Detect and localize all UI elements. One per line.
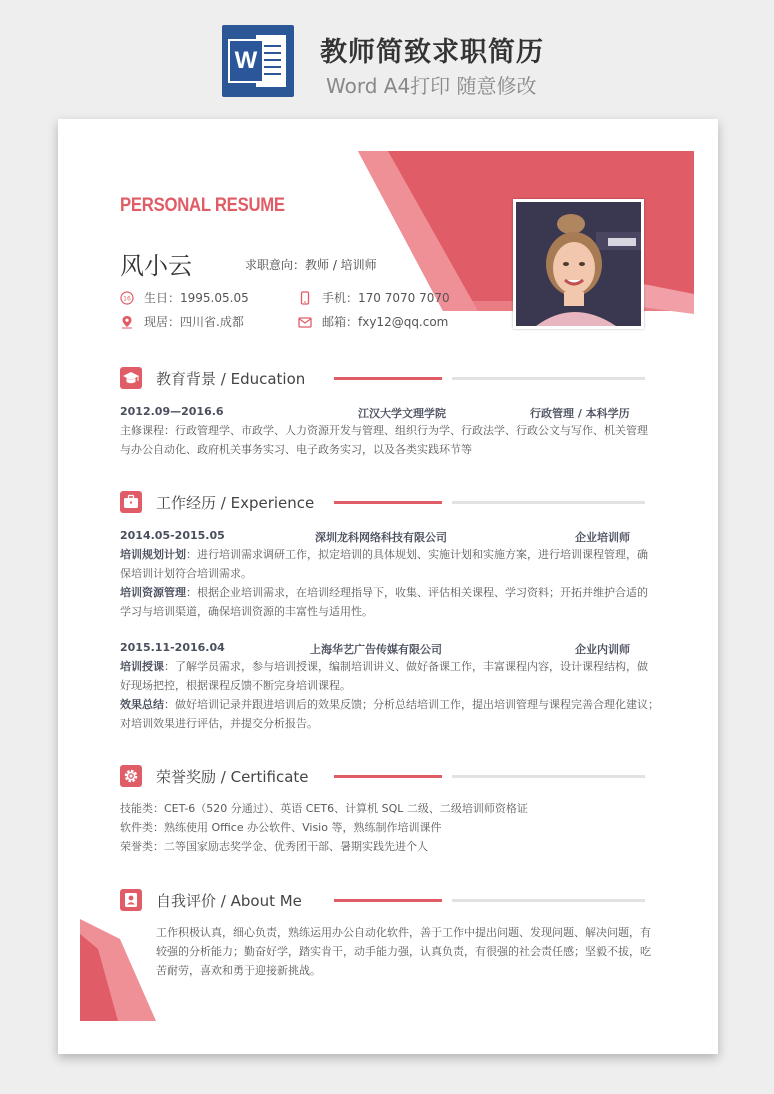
job-duty-line: 保培训计划符合培训需求。 (120, 567, 252, 580)
cake-icon (120, 291, 134, 305)
resume-page (58, 119, 718, 1054)
education-line: 与办公自动化、政府机关事务实习、电子政务实习，以及各类实践环节等 (120, 443, 472, 456)
banner-title: 教师简致求职简历 (320, 37, 544, 68)
residence-info (120, 313, 244, 330)
candidate-name: 风小云 (120, 252, 192, 280)
about-text (156, 923, 656, 980)
duty-key: 效果总结 (120, 698, 164, 711)
certificate-line: 荣誉类：二等国家励志奖学金、优秀团干部、暑期实践先进个人 (120, 840, 428, 853)
about-title: 自我评价 / About Me (156, 892, 302, 910)
education-major: 行政管理 / 本科学历 (530, 407, 630, 420)
user-icon (120, 889, 142, 911)
job-duty-line: 学习与培训渠道，确保培训资源的丰富性与适用性。 (120, 605, 373, 618)
duty-key: 培训规划计划 (120, 548, 186, 561)
birth-text: 生日：1995.05.05 (144, 291, 249, 305)
profile-photo (513, 199, 644, 329)
certificate-title: 荣誉奖励 / Certificate (156, 768, 309, 786)
briefcase-icon (120, 491, 142, 513)
experience-section-header (120, 491, 645, 513)
phone-info (298, 289, 450, 306)
section-divider-accent (334, 377, 442, 380)
education-title: 教育背景 / Education (156, 370, 306, 388)
graduation-cap-icon (120, 367, 142, 389)
about-line: 苦耐劳，喜欢和勇于迎接新挑战。 (156, 964, 321, 977)
birth-info (120, 289, 249, 306)
experience-title: 工作经历 / Experience (156, 494, 315, 512)
education-school: 江汉大学文理学院 (358, 407, 446, 420)
residence-text: 现居：四川省.成都 (144, 315, 244, 329)
education-courses (120, 421, 647, 459)
job-duty-line: 好现场把控，根据课程反馈不断完身培训课程。 (120, 679, 351, 692)
banner (0, 0, 774, 110)
personal-resume-heading: PERSONAL RESUME (120, 195, 285, 216)
education-summary-row (120, 405, 645, 421)
phone-icon (298, 291, 312, 305)
job-duty-line: 培训授课：了解学员需求，参与培训授课，编制培训讲义、做好备课工作，丰富课程内容，设计课程结构，做 (120, 660, 648, 673)
certificate-line: 技能类：CET-6（520 分通过）、英语 CET6、计算机 SQL 二级、二级培训师资格证 (120, 802, 528, 815)
section-divider-accent (334, 775, 442, 778)
job-duty-line: 效果总结：做好培训记录并跟进培训后的效果反馈；分析总结培训工作，提出培训管理与课程完善合理化建议； (120, 698, 659, 711)
job-period: 2014.05-2015.05 (120, 529, 225, 542)
job-role: 企业培训师 (575, 531, 630, 544)
word-icon (222, 25, 294, 97)
word-logo-letter: W (228, 39, 264, 83)
job-description (120, 545, 647, 621)
education-line: 主修课程：行政管理学、市政学、人力资源开发与管理、组织行为学、行政法学、行政公文与写作、机关管理 (120, 424, 648, 437)
about-line: 工作积极认真，细心负责，熟练运用办公自动化软件，善于工作中提出问题、发现问题、解决问题，有 (156, 926, 651, 939)
section-divider-accent (334, 899, 442, 902)
certificate-line: 软件类：熟练使用 Office 办公软件、Visio 等，熟练制作培训课件 (120, 821, 442, 834)
job-company: 深圳龙科网络科技有限公司 (315, 531, 447, 544)
section-divider (452, 899, 645, 902)
mail-icon (298, 315, 312, 329)
email-text: 邮箱：fxy12@qq.com (322, 315, 449, 329)
email-info (298, 313, 448, 330)
job-intent: 求职意向：教师 / 培训师 (245, 258, 377, 272)
banner-subtitle: Word A4打印 随意修改 (326, 74, 537, 98)
job-duty-line: 对培训效果进行评估，并提交分析报告。 (120, 717, 318, 730)
about-line: 较强的分析能力；勤奋好学，踏实肯干，动手能力强，认真负责，有很强的社会责任感；坚毅不拔，吃 (156, 945, 651, 958)
job-duty-line: 培训规划计划：进行培训需求调研工作，拟定培训的具体规划、实施计划和实施方案，进行培训课程管理，确 (120, 548, 648, 561)
job-role: 企业内训师 (575, 643, 630, 656)
phone-text: 手机：170 7070 7070 (322, 291, 450, 305)
education-period: 2012.09—2016.6 (120, 405, 224, 418)
education-section-header (120, 367, 645, 389)
section-divider-accent (334, 501, 442, 504)
duty-key: 培训资源管理 (120, 586, 186, 599)
job-company: 上海华艺广告传媒有限公司 (310, 643, 442, 656)
svg-text:16: 16 (123, 295, 131, 302)
certificate-section-header (120, 765, 645, 787)
job-period: 2015.11-2016.04 (120, 641, 225, 654)
certificate-list (120, 799, 647, 856)
gear-icon (120, 765, 142, 787)
section-divider (452, 501, 645, 504)
job-description (120, 657, 659, 733)
section-divider (452, 377, 645, 380)
job-summary-row (120, 641, 645, 657)
about-section-header (120, 889, 645, 911)
location-icon (120, 315, 134, 329)
section-divider (452, 775, 645, 778)
job-summary-row (120, 529, 645, 545)
duty-key: 培训授课 (120, 660, 164, 673)
job-duty-line: 培训资源管理：根据企业培训需求，在培训经理指导下，收集、评估相关课程、学习资料；开拓并维护合适的 (120, 586, 648, 599)
